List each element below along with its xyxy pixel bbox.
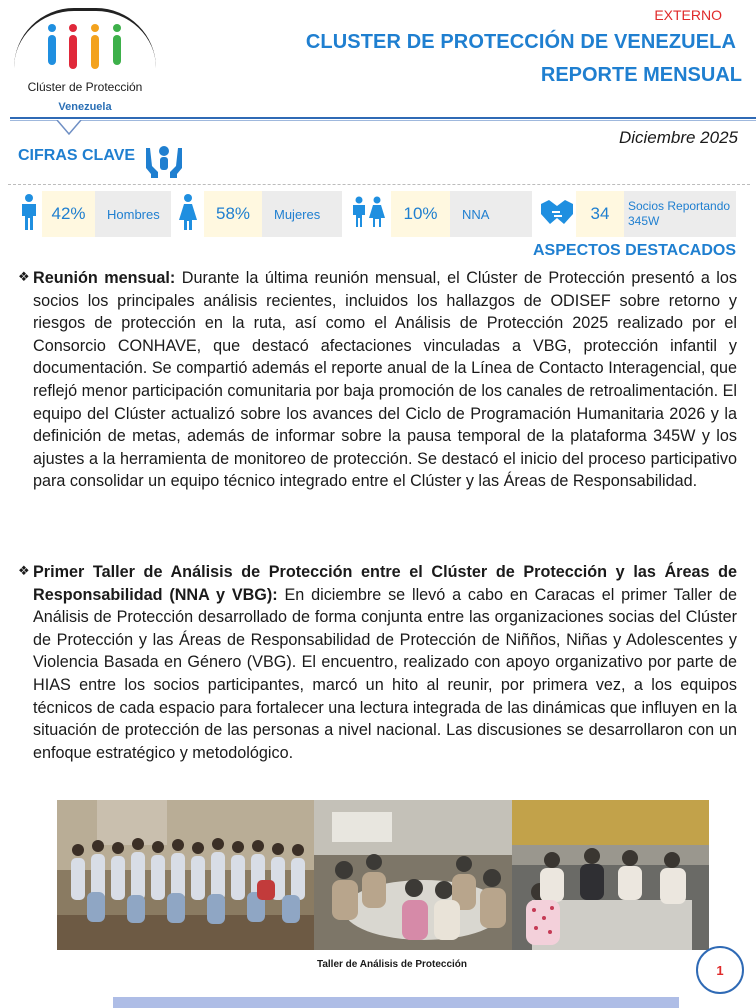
children-label: NNA xyxy=(450,191,532,237)
paragraph-analysis-workshop xyxy=(33,561,737,764)
photo-caption: Taller de Análisis de Protección xyxy=(316,959,468,970)
men-percentage: 42% xyxy=(42,191,95,237)
meeting-photo xyxy=(314,800,512,950)
cluster-logo xyxy=(10,6,160,116)
section-divider xyxy=(8,184,750,185)
highlights-heading: ASPECTOS DESTACADOS xyxy=(533,242,736,259)
chevron-down-icon xyxy=(56,120,82,136)
diamond-bullet-icon: ❖ xyxy=(18,270,30,285)
report-title: CLUSTER DE PROTECCIÓN DE VENEZUELA xyxy=(305,31,736,53)
diamond-bullet-icon: ❖ xyxy=(18,564,30,579)
page-number: 1 xyxy=(696,946,744,994)
partners-label xyxy=(624,191,736,237)
workshop-photo xyxy=(512,800,709,950)
group-photo xyxy=(57,800,314,950)
header-divider-thin xyxy=(10,120,756,121)
women-label: Mujeres xyxy=(262,191,342,237)
partners-label-line2: 345W xyxy=(628,214,660,228)
men-label: Hombres xyxy=(95,191,171,237)
paragraph-title: Reunión mensual: xyxy=(33,269,176,287)
children-percentage: 10% xyxy=(391,191,450,237)
paragraph-title: Primer Taller de Análisis de Protección entre el Clúster de Protección y las Áreas de Responsabilidad (NNA y VBG): xyxy=(33,563,737,604)
classification-label: EXTERNO xyxy=(654,7,722,23)
report-month: Diciembre 2025 xyxy=(618,128,738,147)
woman-icon xyxy=(177,194,199,230)
children-icon xyxy=(350,194,386,230)
paragraph-body: Durante la última reunión mensual, el Clúster de Protección presentó a los socios los principales análisis recientes, incluidos los hallazgos de ODISEF sobre retorno y riesgos de protección en la ruta, así como el Análisis de Protección 2025 realizado por el Consorcio CONHAVE, que destacó afectaciones vinculadas a VBG, protección infantil y documentación. Se compartió además el reporte anual de la Línea de Contacto Interagencial, que reflejó menor participación comunitaria por baja promoción de los canales de retroalimentación. El equipo del Clúster actualizó sobre los avances del Ciclo de Programación Humanitaria 2026 y la definición de metas, además de informar sobre la pausa temporal de la plataforma 345W y los ajustes a la herramienta de monitoreo de protección. Se destacó el inicio del proceso participativo para consolidar un equipo técnico integrado entre el Clúster y las Áreas de Responsabilidad. xyxy=(33,269,737,491)
paragraph-monthly-meeting xyxy=(33,267,737,493)
report-subtitle: REPORTE MENSUAL xyxy=(540,64,742,86)
partners-count: 34 xyxy=(576,191,624,237)
logo-people-icon xyxy=(44,22,126,80)
logo-title: Clúster de Protección xyxy=(27,80,143,94)
logo-subtitle: Venezuela xyxy=(58,101,112,113)
key-figures-heading: CIFRAS CLAVE xyxy=(18,147,136,164)
man-icon xyxy=(18,194,40,230)
partners-label-line1: Socios Reportando xyxy=(628,199,731,213)
header-divider xyxy=(10,117,756,119)
handshake-icon xyxy=(540,194,574,230)
workshop-photos xyxy=(57,800,709,950)
footer-bar xyxy=(113,997,679,1008)
protection-hands-icon xyxy=(144,140,184,180)
women-percentage: 58% xyxy=(204,191,262,237)
paragraph-body: En diciembre se llevó a cabo en Caracas el primer Taller de Análisis de Protección desarrollado de forma conjunta entre las organizaciones socias del Clúster de Protección y las Áreas de Responsabilidad de Protección de Niñños, Niñas y Adolescentes y Violencia Basada en Género (VBG). El encuentro, realizado con apoyo organizativo por parte de HIAS entre los socios participantes, marcó un hito al reunir, por primera vez, a los equipos técnicos de cada espacio para fortalecer una lectura integrada de las dinámicas que influyen en la situación de protección de las personas a nivel nacional. Las discusiones se desarrollaron con un enfoque estratégico y metodológico. xyxy=(33,585,738,762)
